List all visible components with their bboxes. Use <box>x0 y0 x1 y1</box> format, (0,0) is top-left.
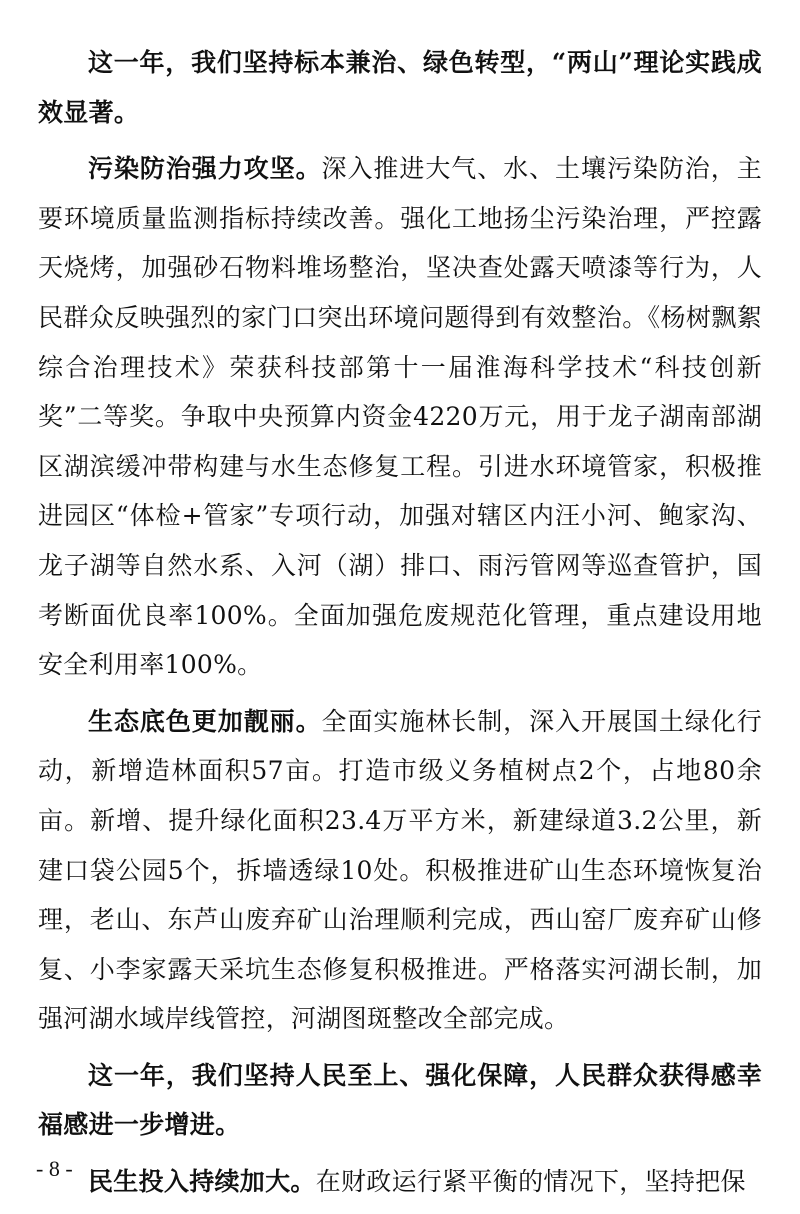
paragraph-lead: 生态底色更加靓丽。 <box>88 706 322 736</box>
paragraph-lead: 民生投入持续加大。 <box>88 1167 316 1197</box>
paragraph-pollution-control <box>38 144 762 690</box>
paragraph-livelihood-investment <box>38 1157 762 1207</box>
paragraph-ecological-greening <box>38 697 762 1044</box>
page-number: - 8 - <box>36 1156 73 1181</box>
document-page <box>38 38 762 1214</box>
paragraph-body: 深入推进大气、水、土壤污染防治，主要环境质量监测指标持续改善。强化工地扬尘污染治理，严控露天烧烤，加强砂石物料堆场整治，坚决查处露天喷漆等行为，人民群众反映强烈的家门口突出环境问题得到有效整治。《杨树飘絮综合治理技术》荣获科技部第十一届淮海科学技术“科技创新奖”二等奖。争取中央预算内资金4220万元，用于龙子湖南部湖区湖滨缓冲带构建与水生态修复工程。引进水环境管家，积极推进园区“体检+管家”专项行动，加强对辖区内汪小河、鲍家沟、龙子湖等自然水系、入河（湖）排口、雨污管网等巡查管护，国考断面优良率100%。全面加强危废规范化管理，重点建设用地安全利用率100%。 <box>38 154 762 680</box>
section-heading-ecology: 这一年，我们坚持标本兼治、绿色转型，“两山”理论实践成效显著。 <box>38 48 762 127</box>
paragraph-lead: 污染防治强力攻坚。 <box>88 154 322 184</box>
paragraph-body: 在财政运行紧平衡的情况下，坚持把保 <box>315 1167 746 1197</box>
paragraph-body: 全面实施林长制，深入开展国土绿化行动，新增造林面积57亩。打造市级义务植树点2个，占地80余亩。新增、提升绿化面积23.4万平方米，新建绿道3.2公里，新建口袋公园5个，拆墙透绿10处。积极推进矿山生态环境恢复治理，老山、东芦山废弃矿山治理顺利完成，西山窑厂废弃矿山修复、小李家露天采坑生态修复积极推进。严格落实河湖长制，加强河湖水域岸线管控，河湖图斑整改全部完成。 <box>38 706 762 1034</box>
section-heading-livelihood: 这一年，我们坚持人民至上、强化保障，人民群众获得感幸福感进一步增进。 <box>38 1060 762 1140</box>
